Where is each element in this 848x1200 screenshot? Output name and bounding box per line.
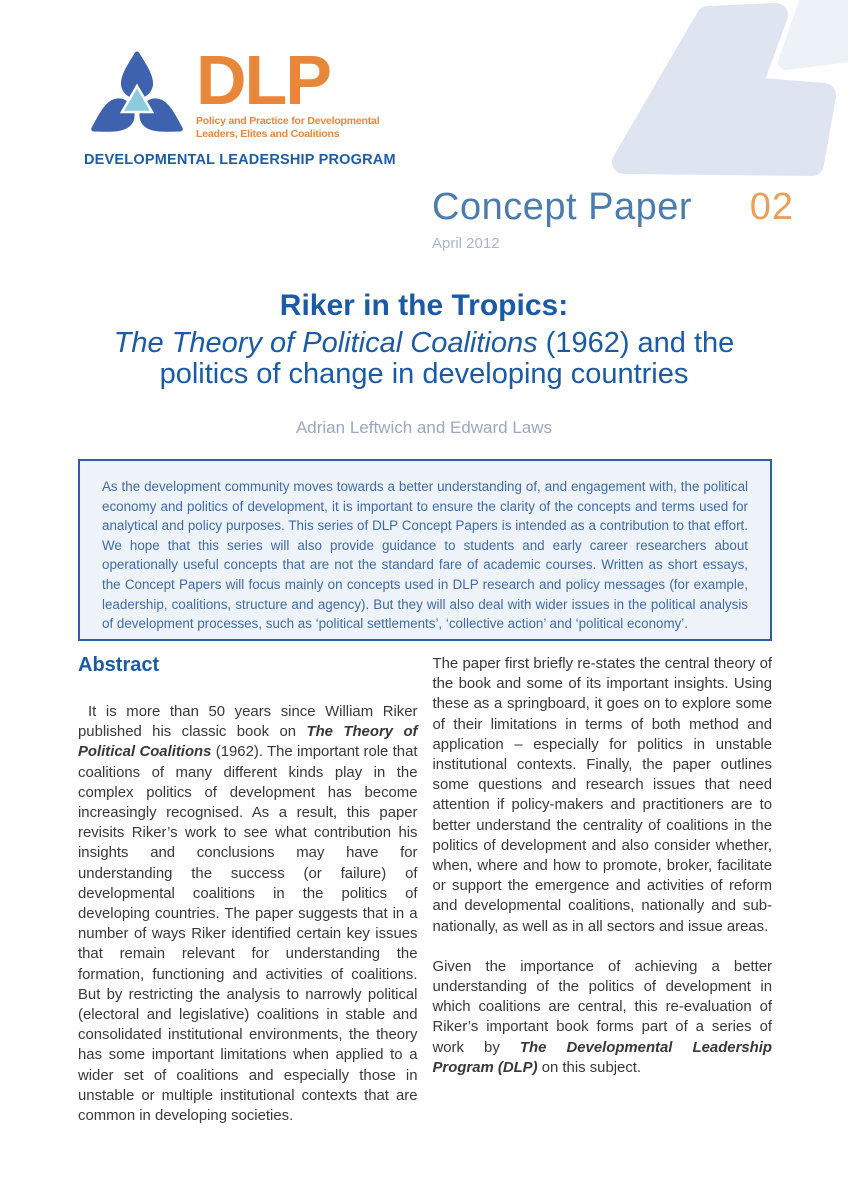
abstract-paragraph-3 (433, 957, 773, 1078)
paper-subtitle-rest: (1962) and the (537, 327, 735, 359)
logo-acronym: DLP (196, 41, 330, 119)
book-title-emphasis: The Theory of Political Coalitions (78, 724, 418, 761)
abstract-paragraph-2 (433, 654, 773, 937)
series-date: April 2012 (432, 235, 500, 252)
abstract-p2-text: The paper first briefly re-states the central theory of the book and some of its important insights. Using these as a springboard, it goes on to explore some of their limitations in terms of both method and application – especially for politics in unstable institutional contexts. Finally, the paper outlines some questions and research issues that need attention if policy-makers and practitioners are to better understand the centrality of coalitions in the politics of development and also consider whether, when, where and how to promote, broker, facilitate or support the emergence and activities of reform and developmental coalitions, nationally and sub-nationally, as well as in all sectors and issue areas. (432, 656, 772, 935)
issue-number: 02 (749, 186, 794, 228)
dlp-triangle-icon (84, 48, 190, 146)
series-title: Concept Paper (432, 186, 692, 228)
logo-tagline-line2: Leaders, Elites and Coalitions (196, 128, 340, 141)
series-header (432, 186, 794, 252)
abstract-p1-text-cont: (1962). The important role that coalitions of many different kinds play in the complex politics of development has become increasingly recognised. As a result, this paper revisits Riker’s work to see what contribution his insights and conclusions may have for understanding the success (or failure) of developmental coalitions in the politics of developing countries. The paper suggests that in a number of ways Riker identified certain key issues that remain relevant for understanding the formation, functioning and activities of coalitions. But by restricting the analysis to narrowly political (electoral and legislative) coalitions in stable and consolidated institutional environments, the theory has some important limitations when applied to a wider set of coalitions and especially those in unstable or multiple institutional contexts that are common in developing societies. (78, 744, 418, 1125)
authors: Adrian Leftwich and Edward Laws (295, 417, 553, 437)
abstract-p1-text: It is more than 50 years since William Riker published his classic book on (78, 704, 418, 741)
abstract-p3-text: Given the importance of achieving a better understanding of the politics of development in which coalitions are central, this re-evaluation of Riker’s important book forms part of a series of work by (432, 958, 772, 1056)
series-intro-box (78, 459, 772, 641)
logo-tagline (196, 115, 396, 141)
paper-subtitle-italic: The Theory of Political Coalitions (113, 327, 538, 359)
abstract-columns (78, 654, 772, 1126)
paper-subtitle-line3: politics of change in developing countries (159, 358, 689, 391)
logo-tagline-line1: Policy and Practice for Developmental (196, 115, 380, 128)
paper-subtitle (60, 328, 788, 391)
series-intro-text: As the development community moves towards a better understanding of, and engagement with, the political economy and politics of development, it is important to ensure the clarity of the concepts and terms used for analytical and policy purposes. This series of DLP Concept Papers is intended as a contribution to that effort. We hope that this series will also provide guidance to students and early career researchers about operationally useful concepts that are not the standard fare of academic courses. Written as short essays, the Concept Papers will focus mainly on concepts used in DLP research and policy messages (for example, leadership, coalitions, structure and agency). But they will also deal with wider issues in the political analysis of development processes, such as ‘political settlements’, ‘collective action’ and ‘political economy’. (102, 479, 748, 632)
paper-title-line1: Riker in the Tropics: (279, 289, 569, 322)
logo-wordmark (196, 41, 396, 146)
right-column (433, 654, 773, 1126)
abstract-p3-text-cont: on this subject. (537, 1059, 642, 1076)
program-name: DEVELOPMENTAL LEADERSHIP PROGRAM (84, 152, 396, 168)
dlp-logo (84, 41, 396, 168)
abstract-paragraph-1 (78, 702, 418, 1126)
abstract-heading: Abstract (78, 654, 160, 676)
dlp-program-emphasis: The Developmental Leadership Program (DLP) (432, 1039, 772, 1076)
paper-title-block (60, 289, 788, 438)
left-column (78, 654, 418, 1126)
